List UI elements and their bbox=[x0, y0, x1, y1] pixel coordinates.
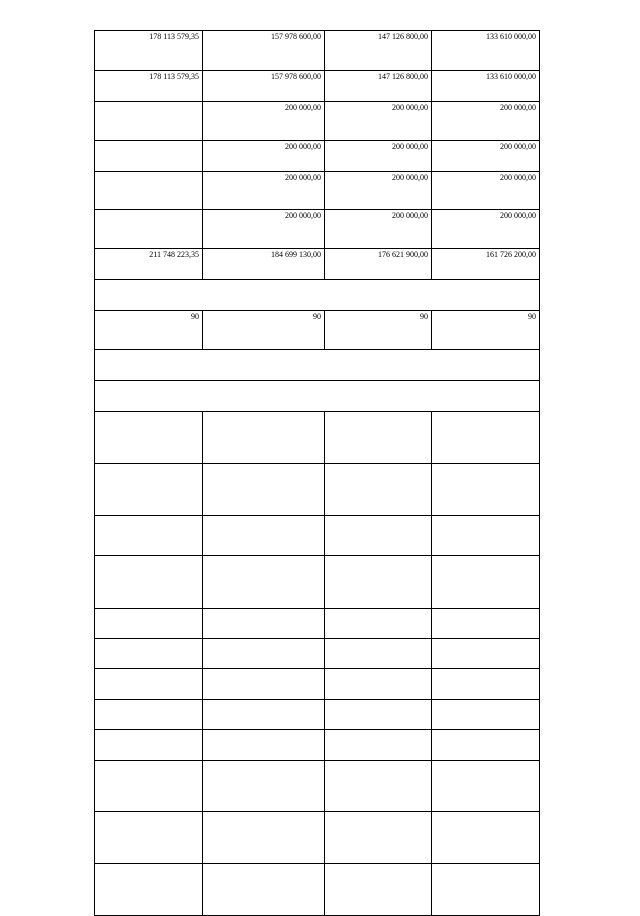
table-cell bbox=[95, 412, 203, 464]
table-cell bbox=[432, 864, 540, 916]
table-cell bbox=[432, 609, 540, 639]
table-section-row-cell bbox=[95, 280, 540, 311]
table-row bbox=[95, 412, 540, 464]
table-cell bbox=[325, 730, 432, 761]
table-cell bbox=[95, 730, 203, 761]
table-cell bbox=[95, 812, 203, 864]
table-cell: 90 bbox=[432, 311, 540, 350]
table-cell bbox=[203, 639, 325, 669]
table-cell bbox=[203, 700, 325, 730]
table-cell bbox=[95, 639, 203, 669]
table-row bbox=[95, 812, 540, 864]
table-cell bbox=[325, 609, 432, 639]
table-cell: 211 748 223,35 bbox=[95, 249, 203, 280]
table-row bbox=[95, 730, 540, 761]
table-cell bbox=[325, 639, 432, 669]
table-row bbox=[95, 556, 540, 609]
table-cell bbox=[325, 669, 432, 700]
table-cell bbox=[95, 761, 203, 812]
table-row bbox=[95, 280, 540, 311]
table-row bbox=[95, 700, 540, 730]
table-cell bbox=[95, 210, 203, 249]
table-cell: 157 978 600,00 bbox=[203, 31, 325, 71]
table-row bbox=[95, 516, 540, 556]
table-cell bbox=[432, 516, 540, 556]
table-row bbox=[95, 172, 540, 210]
table-cell: 200 000,00 bbox=[325, 102, 432, 141]
table-section-row-cell bbox=[95, 350, 540, 381]
table-cell: 200 000,00 bbox=[325, 172, 432, 210]
table-row bbox=[95, 864, 540, 916]
table-row bbox=[95, 639, 540, 669]
table-cell bbox=[95, 609, 203, 639]
table-body bbox=[95, 31, 540, 916]
table-cell bbox=[203, 609, 325, 639]
table-cell bbox=[203, 556, 325, 609]
table-cell bbox=[203, 864, 325, 916]
table-row bbox=[95, 102, 540, 141]
table-cell bbox=[95, 669, 203, 700]
table-cell: 178 113 579,35 bbox=[95, 71, 203, 102]
table-cell: 200 000,00 bbox=[432, 210, 540, 249]
table-cell bbox=[432, 730, 540, 761]
table-cell bbox=[432, 700, 540, 730]
table-row bbox=[95, 761, 540, 812]
table-row bbox=[95, 381, 540, 412]
table-cell bbox=[95, 864, 203, 916]
table-cell: 200 000,00 bbox=[203, 172, 325, 210]
table-cell bbox=[325, 812, 432, 864]
table-cell: 133 610 000,00 bbox=[432, 31, 540, 71]
table-row bbox=[95, 350, 540, 381]
table-row bbox=[95, 669, 540, 700]
table-row bbox=[95, 31, 540, 71]
table-cell bbox=[325, 464, 432, 516]
table-cell bbox=[203, 516, 325, 556]
table-cell bbox=[95, 102, 203, 141]
table-cell bbox=[325, 412, 432, 464]
table-cell bbox=[95, 556, 203, 609]
table-cell bbox=[432, 669, 540, 700]
table-cell: 200 000,00 bbox=[325, 210, 432, 249]
table-cell bbox=[432, 639, 540, 669]
table-cell: 90 bbox=[95, 311, 203, 350]
table-cell: 161 726 200,00 bbox=[432, 249, 540, 280]
table-row bbox=[95, 210, 540, 249]
table-cell: 200 000,00 bbox=[203, 102, 325, 141]
table-cell bbox=[325, 761, 432, 812]
table-cell: 200 000,00 bbox=[325, 141, 432, 172]
table-cell bbox=[325, 516, 432, 556]
table-cell bbox=[432, 464, 540, 516]
table-cell bbox=[325, 556, 432, 609]
table-row bbox=[95, 249, 540, 280]
table-cell: 184 699 130,00 bbox=[203, 249, 325, 280]
table-cell bbox=[203, 464, 325, 516]
table-cell: 200 000,00 bbox=[203, 210, 325, 249]
table-cell bbox=[432, 412, 540, 464]
table-cell bbox=[203, 669, 325, 700]
table-cell bbox=[432, 761, 540, 812]
table-cell bbox=[203, 730, 325, 761]
table-cell: 90 bbox=[325, 311, 432, 350]
table-cell bbox=[95, 464, 203, 516]
table-cell: 200 000,00 bbox=[432, 102, 540, 141]
table-cell: 147 126 800,00 bbox=[325, 31, 432, 71]
table-row bbox=[95, 311, 540, 350]
table-cell: 200 000,00 bbox=[432, 141, 540, 172]
table-cell bbox=[95, 700, 203, 730]
table-cell: 133 610 000,00 bbox=[432, 71, 540, 102]
table-cell bbox=[325, 864, 432, 916]
table-row bbox=[95, 609, 540, 639]
table-cell: 200 000,00 bbox=[203, 141, 325, 172]
table-cell: 178 113 579,35 bbox=[95, 31, 203, 71]
table-cell: 200 000,00 bbox=[432, 172, 540, 210]
table-cell bbox=[95, 141, 203, 172]
table-cell bbox=[203, 812, 325, 864]
table-cell: 90 bbox=[203, 311, 325, 350]
table-cell: 147 126 800,00 bbox=[325, 71, 432, 102]
table-cell: 157 978 600,00 bbox=[203, 71, 325, 102]
table-cell bbox=[95, 172, 203, 210]
table-row bbox=[95, 464, 540, 516]
table-cell bbox=[95, 516, 203, 556]
table-cell: 176 621 900,00 bbox=[325, 249, 432, 280]
table-cell bbox=[432, 556, 540, 609]
financial-table bbox=[94, 30, 540, 916]
table-section-row-cell bbox=[95, 381, 540, 412]
table-cell bbox=[325, 700, 432, 730]
table-row bbox=[95, 71, 540, 102]
table-cell bbox=[432, 812, 540, 864]
table-cell bbox=[203, 761, 325, 812]
table-row bbox=[95, 141, 540, 172]
table-cell bbox=[203, 412, 325, 464]
